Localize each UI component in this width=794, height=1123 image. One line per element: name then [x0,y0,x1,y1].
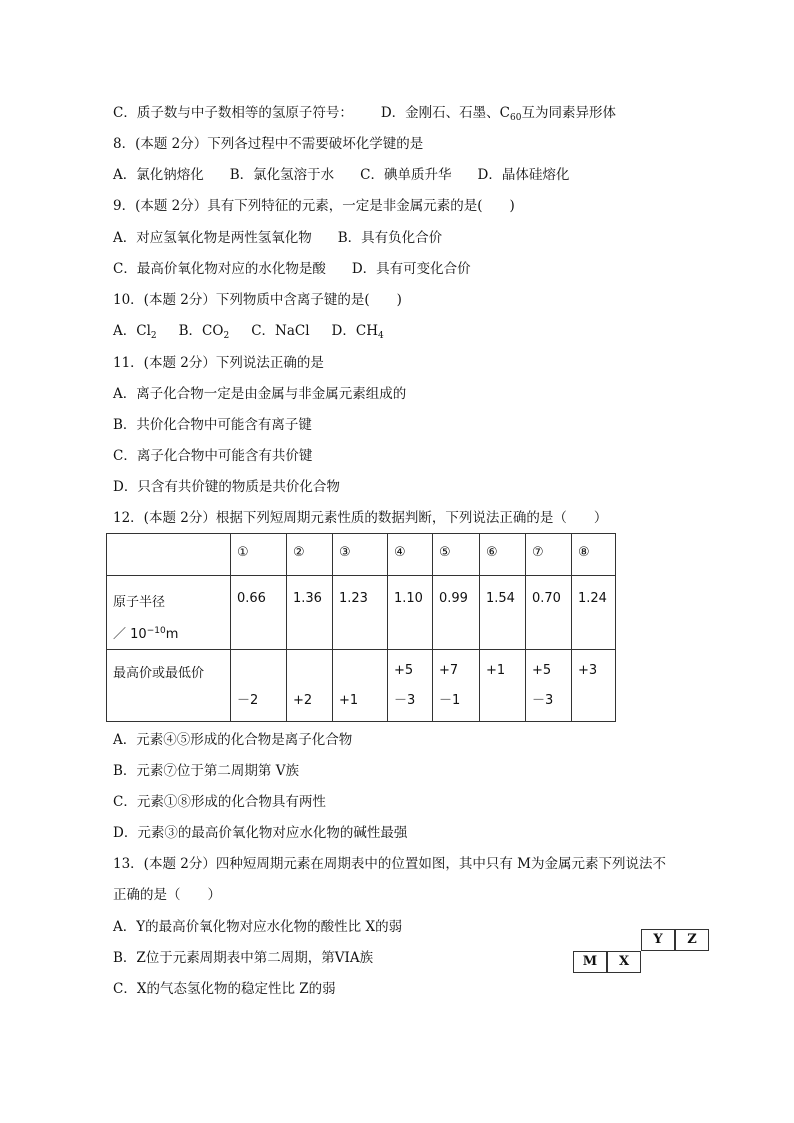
q7-option-d [381,105,616,121]
radius-cell: 1.24 [572,576,616,650]
q9-option-c: C．最高价氧化物对应的水化物是酸 [113,261,326,277]
radius-unit-meter: m [165,627,179,642]
radius-cell: 0.66 [231,576,287,650]
header-cell: ⑤ [433,534,480,576]
radius-cell: 1.10 [388,576,433,650]
q9-option-a: A．对应氢氧化物是两性氢氧化物 [113,230,312,246]
radius-cell: 1.23 [333,576,388,650]
element-cell-x: X [607,951,641,973]
element-cell-z: Z [675,929,709,951]
q10-option-a [113,323,157,339]
q10-option-a-text: A．Cl [113,323,151,339]
element-cell-m: M [573,951,607,973]
q9-options-row-1 [113,229,442,247]
valence-top: +3 [578,663,598,678]
q7-option-d-text: D．金刚石、石墨、C [380,105,510,121]
valence-bottom: －1 [439,693,461,708]
valence-bottom: +1 [339,693,359,708]
q7-options-row [113,104,616,127]
q10-option-a-subscript: 2 [150,331,157,341]
q10-option-b [179,323,230,339]
header-cell: ⑦ [526,534,572,576]
valence-row [107,650,616,722]
q10-option-d-subscript: 4 [377,331,384,341]
q10-option-d-text: D．CH [331,323,378,339]
valence-top: +1 [486,663,506,678]
header-cell: ⑥ [480,534,526,576]
q10-stem: 10．(本题 2分）下列物质中含离子键的是( ) [113,292,402,308]
header-cell: ⑧ [572,534,616,576]
valence-cell [526,650,572,722]
q8-stem: 8．(本题 2分）下列各过程中不需要破坏化学键的是 [113,136,424,152]
q13-option-b: B．Z位于元素周期表中第二周期，第VIA族 [113,950,374,966]
q9-stem: 9．(本题 2分）具有下列特征的元素，一定是非金属元素的是( ) [113,198,515,214]
radius-cell: 0.70 [526,576,572,650]
radius-unit-base: ／ 10 [113,627,147,642]
q11-option-d: D．只含有共价键的物质是共价化合物 [113,479,340,495]
valence-cell [388,650,433,722]
q11-option-b: B．共价化合物中可能含有离子键 [113,417,312,433]
radius-unit-exponent: −10 [146,626,166,636]
valence-cell [572,650,616,722]
radius-unit [113,617,224,649]
q13-stem: 13．(本题 2分）四种短周期元素在周期表中的位置如图，其中只有 M为金属元素下列说法不 [113,856,666,872]
q11-option-c: C．离子化合物中可能含有共价键 [113,448,313,464]
q12-option-d: D．元素③的最高价氧化物对应水化物的碱性最强 [113,825,408,841]
valence-top: +5 [394,663,414,678]
valence-top: +5 [532,663,552,678]
q8-option-d: D．晶体硅熔化 [477,167,570,183]
q13-option-c: C．X的气态氢化物的稳定性比 Z的弱 [113,981,336,997]
q8-option-b: B．氯化氢溶于水 [229,167,335,183]
valence-bottom: +2 [293,693,313,708]
q11-stem: 11．(本题 2分）下列说法正确的是 [113,355,324,371]
valence-bottom: －3 [394,693,416,708]
q8-option-c: C．碘单质升华 [360,167,452,183]
q8-option-a: A．氯化钠熔化 [113,167,204,183]
header-cell: ④ [388,534,433,576]
valence-top: +7 [439,663,459,678]
q12-option-a: A．元素④⑤形成的化合物是离子化合物 [113,732,353,748]
valence-cell [433,650,480,722]
valence-cell [287,650,333,722]
valence-top [339,656,381,686]
valence-bottom: －2 [237,693,259,708]
q12-option-b: B．元素⑦位于第二周期第 V族 [113,763,299,779]
valence-cell [231,650,287,722]
radius-cell: 1.36 [287,576,333,650]
header-cell: ② [287,534,333,576]
q7-option-c: C．质子数与中子数相等的氢原子符号： [113,105,353,121]
element-cell-y: Y [641,929,675,951]
q10-option-d [332,323,384,339]
q9-option-b: B．具有负化合价 [337,230,443,246]
table-header-row [107,534,616,576]
radius-cell: 1.54 [480,576,526,650]
header-cell: ③ [333,534,388,576]
radius-label-cell [107,576,231,650]
radius-label: 原子半径 [113,595,166,610]
q13-option-a: A．Y的最高价氧化物对应水化物的酸性比 X的弱 [113,919,403,935]
valence-cell [333,650,388,722]
q13-stem-continued: 正确的是（ ） [113,887,221,903]
q11-option-a: A．离子化合物一定是由金属与非金属元素组成的 [113,386,407,402]
q12-stem: 12．(本题 2分）根据下列短周期元素性质的数据判断，下列说法正确的是（ ） [113,510,608,526]
q10-option-c: C．NaCl [251,323,310,339]
valence-cell [480,650,526,722]
header-cell: ① [231,534,287,576]
radius-row [107,576,616,650]
valence-bottom: －3 [532,693,554,708]
q10-option-b-subscript: 2 [223,331,230,341]
table-corner-cell [107,534,231,576]
q7-option-d-subscript: 60 [510,113,522,123]
valence-label: 最高价或最低价 [107,650,231,722]
q10-options-row [113,322,384,345]
q9-options-row-2 [113,260,471,278]
q12-option-c: C．元素①⑧形成的化合物具有两性 [113,794,326,810]
radius-cell: 0.99 [433,576,480,650]
element-data-table [106,533,616,722]
q8-options-row [113,166,569,184]
valence-top [293,656,326,686]
q9-option-d: D．具有可变化合价 [351,261,471,277]
q7-option-d-suffix: 互为同素异形体 [521,105,616,121]
valence-top [237,656,280,686]
q10-option-b-text: B．CO [178,323,224,339]
